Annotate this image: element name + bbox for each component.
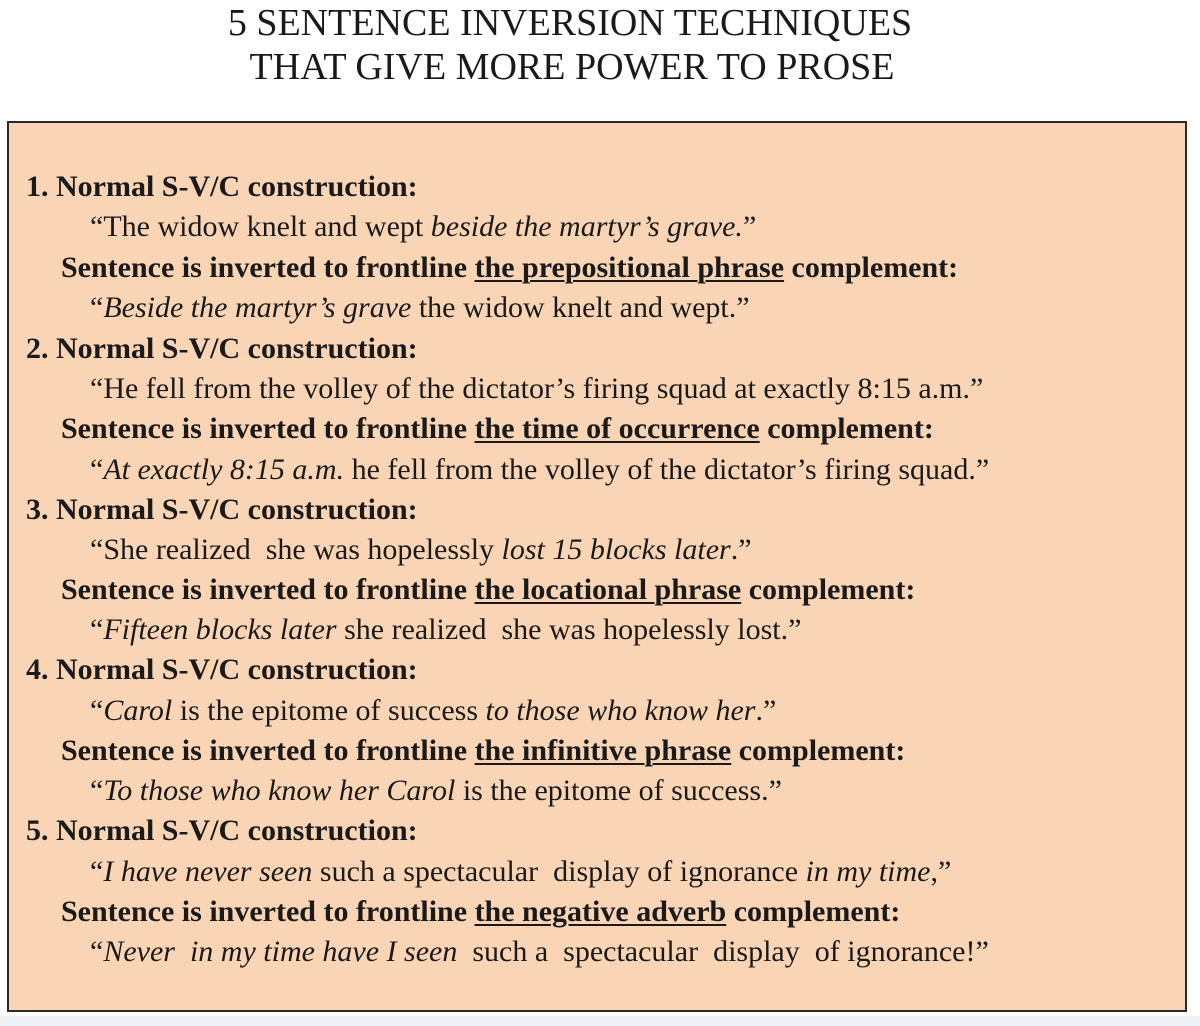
item-1-inversion: Sentence is inverted to frontline the prepositional phrase complement:: [61, 251, 959, 284]
item-2-example: “He fell from the volley of the dictator’s firing squad at exactly 8:15 a.m.”: [90, 372, 984, 405]
item-5-example: “I have never seen such a spectacular display of ignorance in my time,”: [90, 855, 952, 888]
item-1-heading: 1. Normal S-V/C construction:: [26, 170, 418, 203]
item-1-target: the prepositional phrase: [474, 251, 785, 284]
page-title: [0, 0, 1140, 89]
item-5-inversion: Sentence is inverted to frontline the negative adverb complement:: [61, 895, 901, 928]
item-2-target: the time of occurrence: [474, 412, 760, 445]
item-4-example: “Carol is the epitome of success to those who know her.”: [90, 694, 777, 727]
title-line-1: 5 SENTENCE INVERSION TECHNIQUES: [227, 2, 913, 44]
item-2-inversion: Sentence is inverted to frontline the time of occurrence complement:: [61, 412, 934, 445]
item-1-result: “Beside the martyr’s grave the widow knelt and wept.”: [90, 291, 750, 324]
item-1-example: “The widow knelt and wept beside the martyr’s grave.”: [90, 210, 757, 243]
item-4-heading: 4. Normal S-V/C construction:: [26, 653, 418, 686]
item-3-target: the locational phrase: [474, 573, 742, 606]
item-5-target: the negative adverb: [474, 895, 727, 928]
bottom-strip: [0, 1016, 1200, 1026]
item-3-heading: 3. Normal S-V/C construction:: [26, 493, 418, 526]
item-2-result: “At exactly 8:15 a.m. he fell from the volley of the dictator’s firing squad.”: [90, 453, 990, 486]
item-4-result: “To those who know her Carol is the epitome of success.”: [90, 774, 782, 807]
item-2-heading: 2. Normal S-V/C construction:: [26, 332, 418, 365]
item-3-inversion: Sentence is inverted to frontline the locational phrase complement:: [61, 573, 916, 606]
item-5-result: “Never in my time have I seen such a spectacular display of ignorance!”: [90, 935, 989, 968]
title-line-2: THAT GIVE MORE POWER TO PROSE: [249, 46, 895, 88]
item-4-inversion: Sentence is inverted to frontline the infinitive phrase complement:: [61, 734, 906, 767]
item-4-target: the infinitive phrase: [474, 734, 732, 767]
item-3-example: “She realized she was hopelessly lost 15 blocks later.”: [90, 533, 752, 566]
item-5-heading: 5. Normal S-V/C construction:: [26, 814, 418, 847]
item-3-result: “Fifteen blocks later she realized she was hopelessly lost.”: [90, 613, 802, 646]
